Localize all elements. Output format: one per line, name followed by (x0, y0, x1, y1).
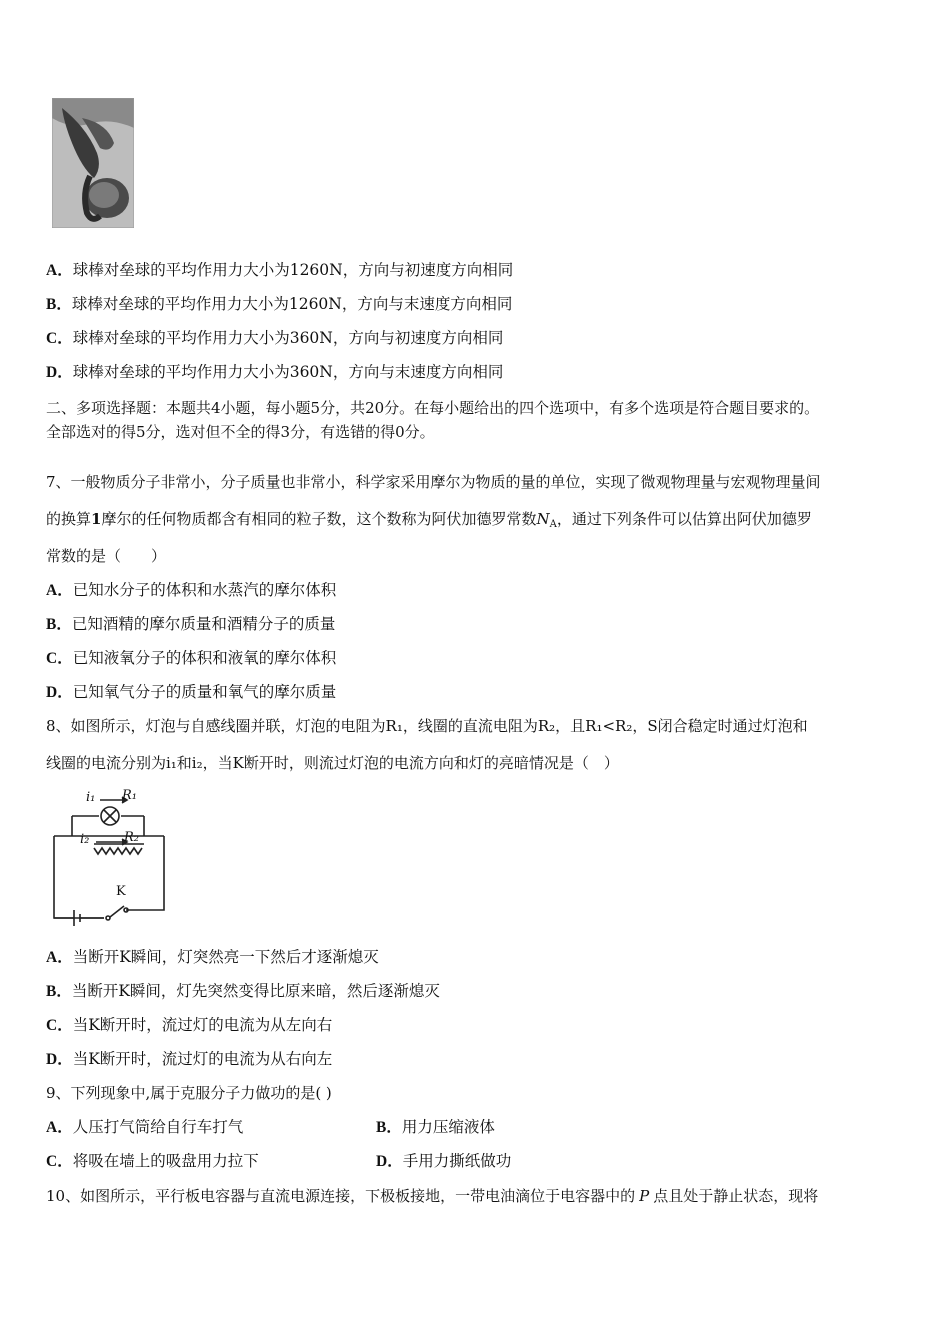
q7-option-d: D．已知氧气分子的质量和氧气的摩尔质量 (46, 683, 337, 701)
q9-option-b: B．用力压缩液体 (376, 1118, 495, 1136)
q7-stem-line3: 常数的是（ ） (46, 547, 167, 565)
q6-option-d: D．球棒对垒球的平均作用力大小为360N，方向与末速度方向相同 (46, 363, 504, 381)
q8-option-a: A．当断开K瞬间，灯突然亮一下然后才逐渐熄灭 (46, 948, 379, 966)
q9-option-a: A．人压打气筒给自行车打气 (46, 1118, 244, 1136)
q6-option-c: C．球棒对垒球的平均作用力大小为360N，方向与初速度方向相同 (46, 329, 504, 347)
circuit-label-i1: i₁ (86, 790, 96, 805)
q8-option-d: D．当K断开时，流过灯的电流为从右向左 (46, 1050, 333, 1068)
q8-option-b: B．当断开K瞬间，灯先突然变得比原来暗，然后逐渐熄灭 (46, 982, 440, 1000)
q9-stem: 9、下列现象中,属于克服分子力做功的是( ) (46, 1084, 332, 1102)
circuit-label-k: K (116, 884, 126, 899)
circuit-diagram (44, 786, 176, 930)
q7-stem-line1: 7、一般物质分子非常小，分子质量也非常小，科学家采用摩尔为物质的量的单位，实现了微观物理量与宏观物理量间 (46, 473, 821, 491)
q9-option-c: C．将吸在墙上的吸盘用力拉下 (46, 1152, 259, 1170)
q8-stem-line2: 线圈的电流分别为i₁和i₂，当K断开时，则流过灯泡的电流方向和灯的亮暗情况是（ ） (46, 754, 619, 772)
circuit-label-r2: R₂ (124, 830, 139, 845)
q7-option-b: B．已知酒精的摩尔质量和酒精分子的质量 (46, 615, 336, 633)
q6-option-b: B．球棒对垒球的平均作用力大小为1260N，方向与末速度方向相同 (46, 295, 513, 313)
q10-stem-line1: 10、如图所示，平行板电容器与直流电源连接，下极板接地，一带电油滴位于电容器中的 P 点且处于静止状态，现将 (46, 1187, 819, 1205)
q7-option-c: C．已知液氧分子的体积和液氧的摩尔体积 (46, 649, 337, 667)
q8-stem-line1: 8、如图所示，灯泡与自感线圈并联，灯泡的电阻为R₁，线圈的直流电阻为R₂，且R₁<R₂，S闭合稳定时通过灯泡和 (46, 717, 808, 735)
section2-header-line1: 二、多项选择题：本题共4小题，每小题5分，共20分。在每小题给出的四个选项中，有多个选项是符合题目要求的。 (46, 399, 820, 417)
q6-option-a: A．球棒对垒球的平均作用力大小为1260N，方向与初速度方向相同 (46, 261, 514, 279)
baseball-bat-photo (52, 98, 134, 228)
q7-option-a: A．已知水分子的体积和水蒸汽的摩尔体积 (46, 581, 337, 599)
section2-header-line2: 全部选对的得5分，选对但不全的得3分，有选错的得0分。 (46, 423, 435, 441)
circuit-label-i2: i₂ (80, 832, 90, 847)
circuit-label-r1: R₁ (122, 788, 137, 803)
q8-option-c: C．当K断开时，流过灯的电流为从左向右 (46, 1016, 333, 1034)
q9-option-d: D．手用力撕纸做功 (376, 1152, 512, 1170)
q7-stem-line2: 的换算1摩尔的任何物质都含有相同的粒子数，这个数称为阿伏加德罗常数$N_A$，通过下列条件可以估算出阿伏加德罗 (46, 510, 812, 530)
